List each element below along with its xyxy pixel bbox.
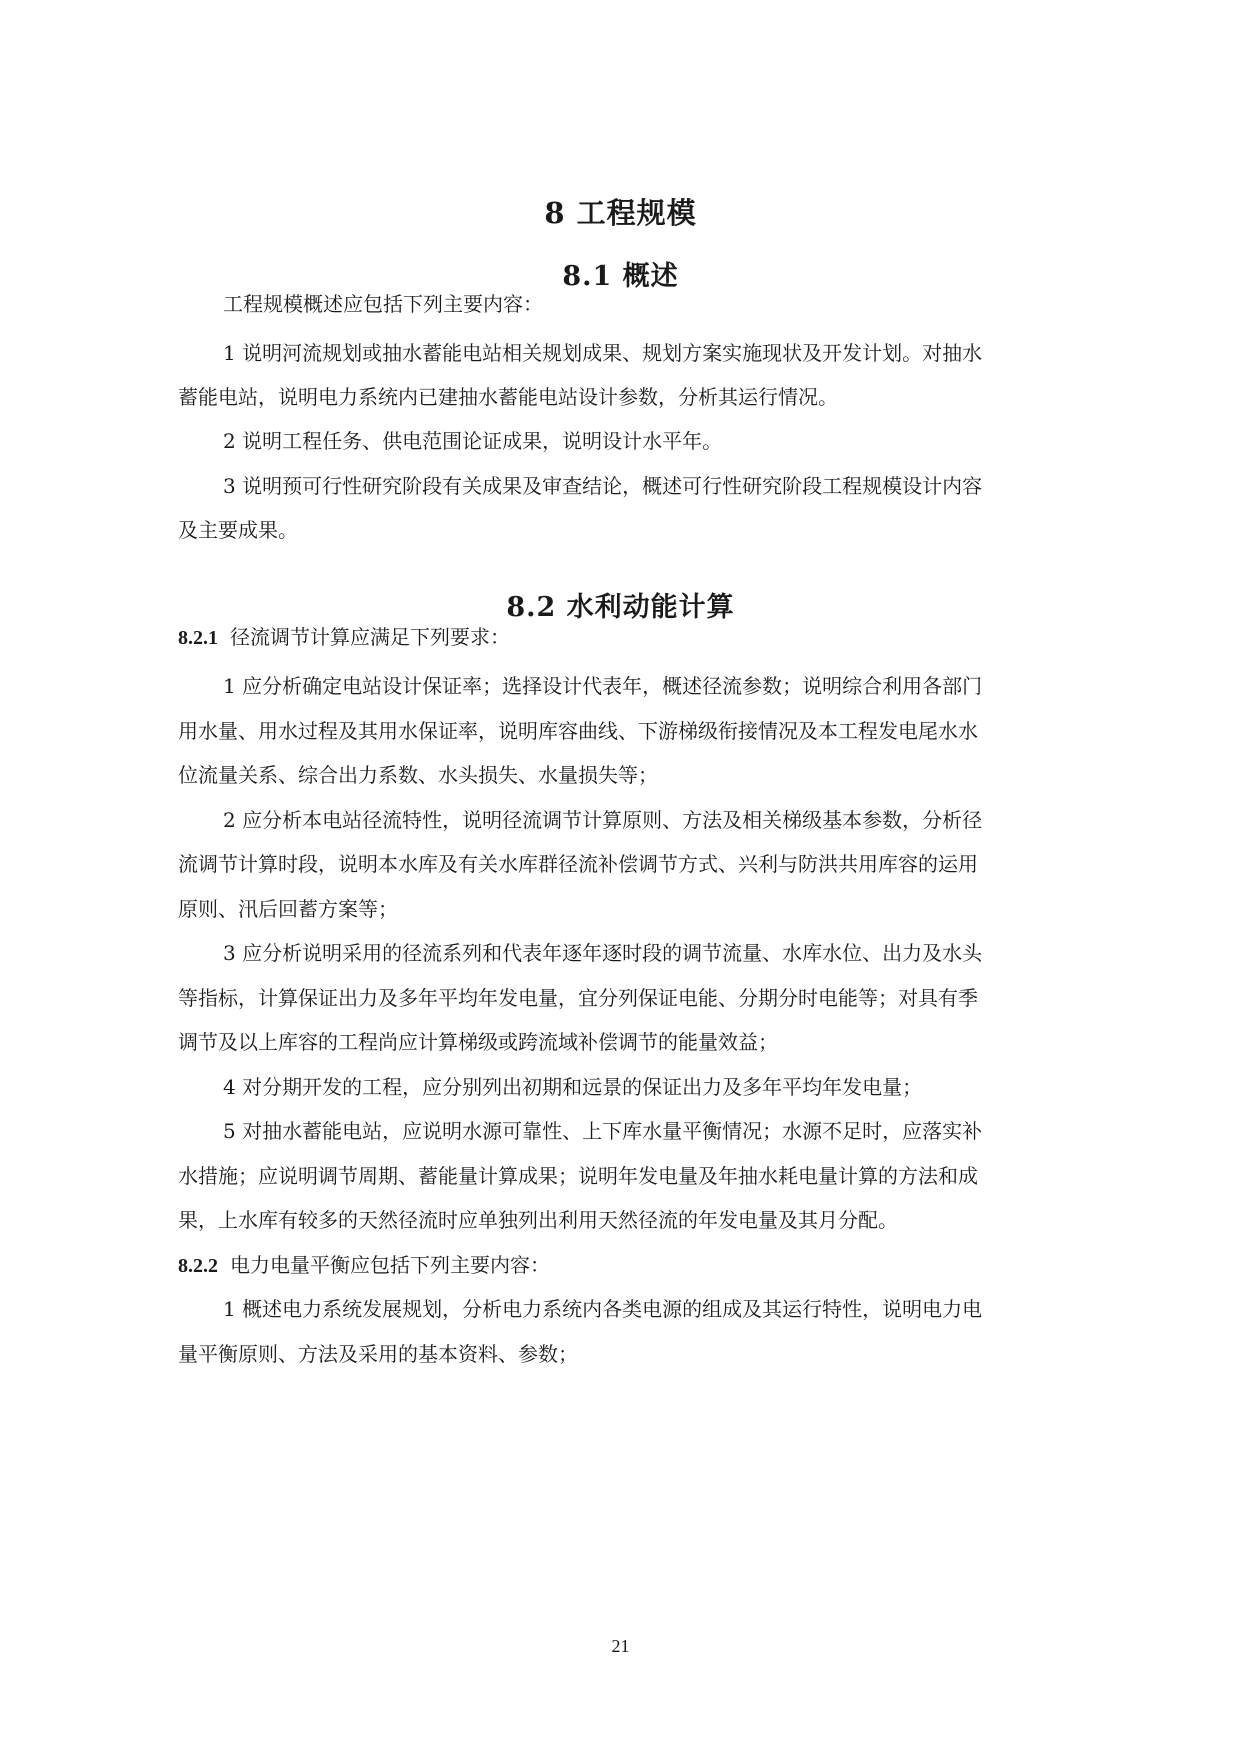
clause-text: 电力电量平衡应包括下列主要内容：: [230, 1253, 550, 1277]
paragraph-line: 工程规模概述应包括下列主要内容：: [223, 292, 543, 316]
clause-number: 8.2.2: [178, 1255, 218, 1277]
paragraph-line: 原则、汛后回蓄方案等；: [178, 897, 398, 921]
paragraph-line: 等指标，计算保证出力及多年平均年发电量，宜分列保证电能、分期分时电能等；对具有季: [178, 986, 978, 1010]
paragraph-line: 水措施；应说明调节周期、蓄能量计算成果；说明年发电量及年抽水耗电量计算的方法和成: [178, 1164, 978, 1188]
paragraph-line: 1 应分析确定电站设计保证率；选择设计代表年，概述径流参数；说明综合利用各部门: [223, 674, 983, 698]
section-title-8-1: 8.1 概述: [562, 261, 679, 292]
paragraph-line: 调节及以上库容的工程尚应计算梯级或跨流域补偿调节的能量效益；: [178, 1030, 778, 1054]
chapter-title: 8 工程规模: [544, 196, 697, 230]
paragraph-line: 2 说明工程任务、供电范围论证成果，说明设计水平年。: [223, 429, 723, 453]
paragraph-line: 5 对抽水蓄能电站，应说明水源可靠性、上下库水量平衡情况；水源不足时，应落实补: [223, 1119, 983, 1143]
clause-8-2-2: [178, 1250, 550, 1281]
paragraph-line: 蓄能电站，说明电力系统内已建抽水蓄能电站设计参数，分析其运行情况。: [178, 385, 838, 409]
paragraph-line: 位流量关系、综合出力系数、水头损失、水量损失等；: [178, 763, 658, 787]
clause-text: 径流调节计算应满足下列要求：: [230, 625, 510, 649]
clause-8-2-1: [178, 622, 510, 653]
section-title-8-2: 8.2 水利动能计算: [506, 592, 735, 623]
paragraph-line: 3 应分析说明采用的径流系列和代表年逐年逐时段的调节流量、水库水位、出力及水头: [223, 941, 983, 965]
paragraph-line: 4 对分期开发的工程，应分别列出初期和远景的保证出力及多年平均年发电量；: [223, 1075, 923, 1099]
paragraph-line: 果，上水库有较多的天然径流时应单独列出利用天然径流的年发电量及其月分配。: [178, 1208, 898, 1232]
paragraph-line: 及主要成果。: [178, 518, 298, 542]
paragraph-line: 1 概述电力系统发展规划，分析电力系统内各类电源的组成及其运行特性，说明电力电: [223, 1297, 983, 1321]
page-number: 21: [611, 1636, 630, 1656]
paragraph-line: 用水量、用水过程及其用水保证率，说明库容曲线、下游梯级衔接情况及本工程发电尾水水: [178, 719, 978, 743]
paragraph-line: 3 说明预可行性研究阶段有关成果及审查结论，概述可行性研究阶段工程规模设计内容: [223, 474, 983, 498]
paragraph-line: 流调节计算时段，说明本水库及有关水库群径流补偿调节方式、兴利与防洪共用库容的运用: [178, 852, 978, 876]
paragraph-line: 2 应分析本电站径流特性，说明径流调节计算原则、方法及相关梯级基本参数，分析径: [223, 808, 983, 832]
clause-number: 8.2.1: [178, 627, 218, 649]
paragraph-line: 1 说明河流规划或抽水蓄能电站相关规划成果、规划方案实施现状及开发计划。对抽水: [223, 341, 983, 365]
paragraph-line: 量平衡原则、方法及采用的基本资料、参数；: [178, 1342, 578, 1366]
